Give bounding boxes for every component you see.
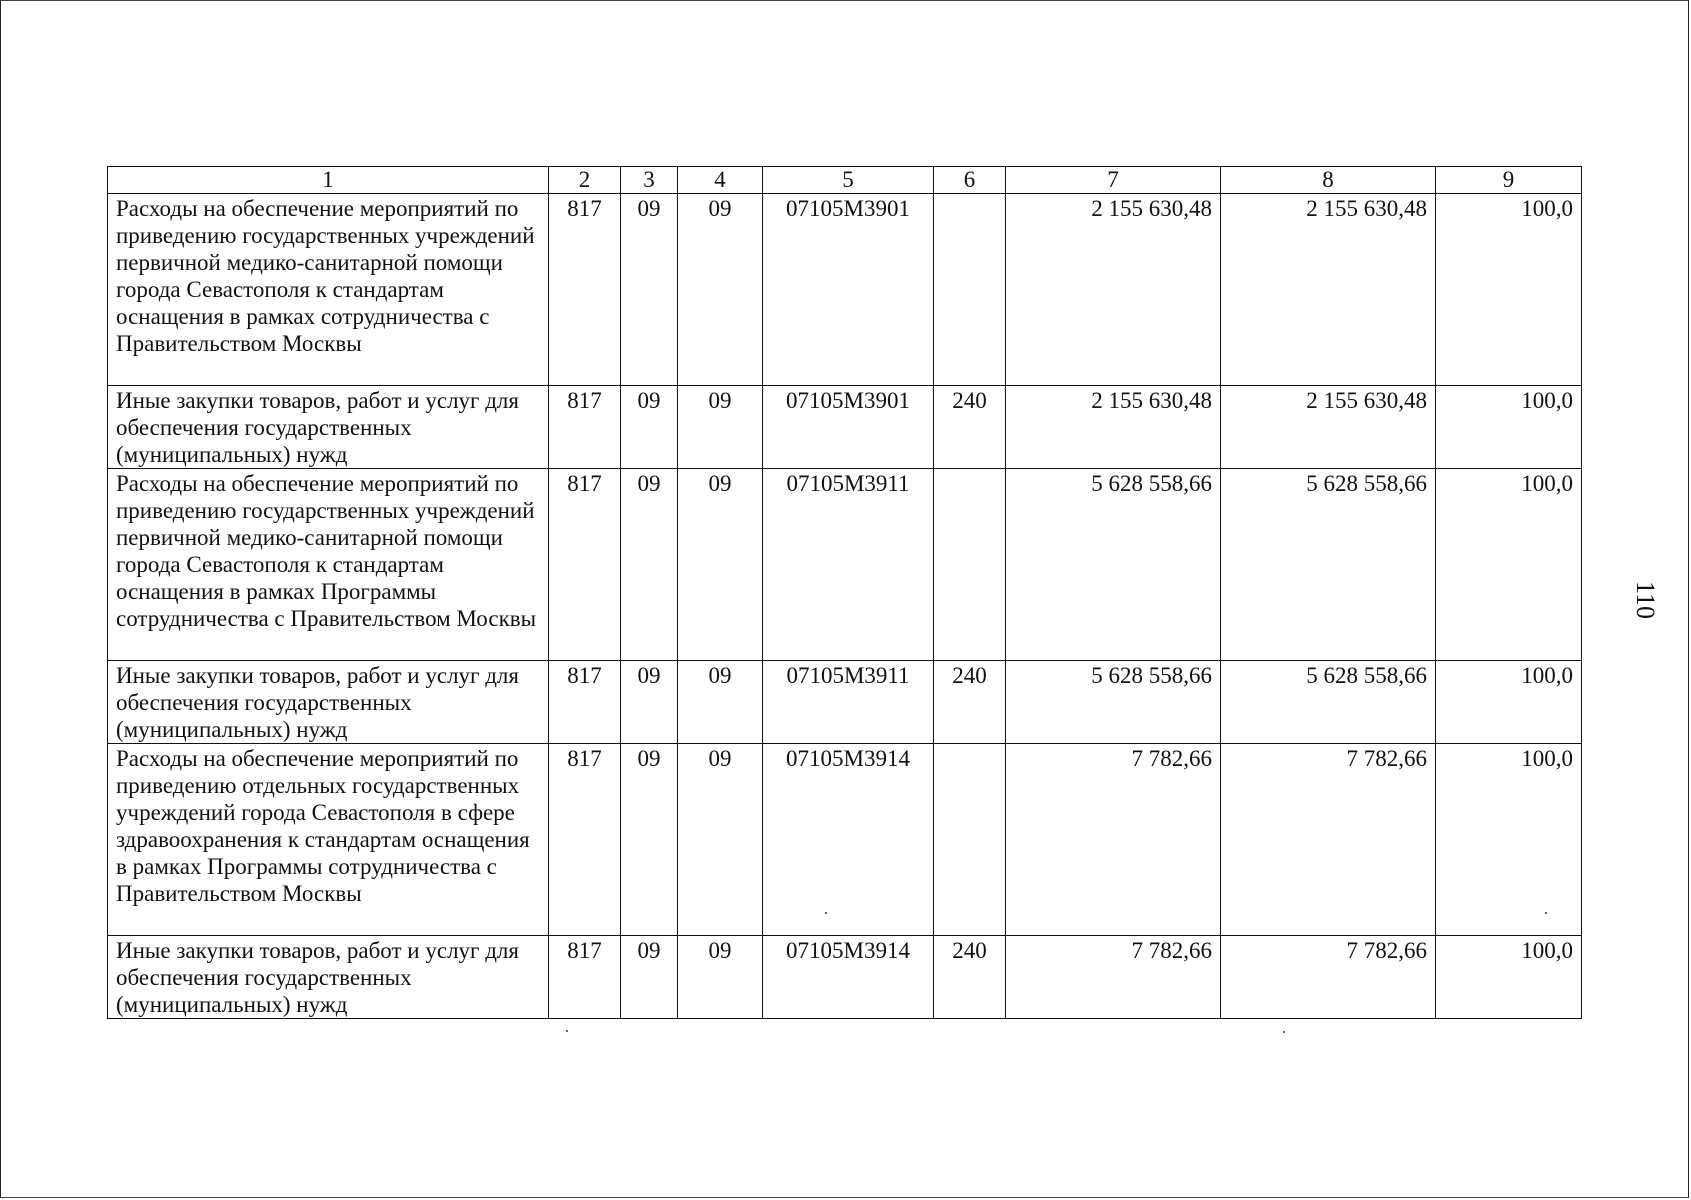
table-row — [108, 936, 1582, 1019]
row-pr: 09 — [678, 661, 763, 744]
row-ved: 817 — [549, 194, 621, 386]
row-vr: 240 — [934, 936, 1006, 1019]
row-executed: 5 628 558,66 — [1221, 661, 1436, 744]
table-row — [108, 744, 1582, 936]
row-percent: 100,0 — [1436, 661, 1582, 744]
row-ved: 817 — [549, 386, 621, 469]
row-vr — [934, 469, 1006, 661]
row-percent: 100,0 — [1436, 386, 1582, 469]
row-pr: 09 — [678, 936, 763, 1019]
scan-speck — [1545, 912, 1547, 914]
row-percent: 100,0 — [1436, 194, 1582, 386]
row-vr — [934, 194, 1006, 386]
row-description: Иные закупки товаров, работ и услуг для обеспечения государственных (муниципальных) нужд — [108, 386, 549, 469]
header-row — [108, 167, 1582, 194]
row-csr: 07105М3914 — [763, 744, 934, 936]
table-row — [108, 194, 1582, 386]
table-body — [108, 194, 1582, 1019]
header-col-6: 6 — [934, 167, 1006, 194]
scan-speck — [825, 912, 827, 914]
header-col-7: 7 — [1006, 167, 1221, 194]
scan-speck — [1283, 1031, 1285, 1033]
header-col-1: 1 — [108, 167, 549, 194]
row-description: Иные закупки товаров, работ и услуг для обеспечения государственных (муниципальных) нужд — [108, 661, 549, 744]
row-ved: 817 — [549, 936, 621, 1019]
row-pr: 09 — [678, 194, 763, 386]
row-rz: 09 — [621, 386, 678, 469]
header-col-5: 5 — [763, 167, 934, 194]
header-col-9: 9 — [1436, 167, 1582, 194]
table-row — [108, 386, 1582, 469]
row-planned: 5 628 558,66 — [1006, 661, 1221, 744]
row-pr: 09 — [678, 469, 763, 661]
row-planned: 5 628 558,66 — [1006, 469, 1221, 661]
header-col-8: 8 — [1221, 167, 1436, 194]
row-ved: 817 — [549, 744, 621, 936]
row-csr: 07105М3911 — [763, 469, 934, 661]
scan-speck — [566, 1030, 568, 1032]
row-ved: 817 — [549, 661, 621, 744]
row-rz: 09 — [621, 469, 678, 661]
row-pr: 09 — [678, 744, 763, 936]
table-row — [108, 469, 1582, 661]
row-executed: 2 155 630,48 — [1221, 194, 1436, 386]
row-planned: 2 155 630,48 — [1006, 194, 1221, 386]
row-pr: 09 — [678, 386, 763, 469]
row-description: Расходы на обеспечение мероприятий по приведению государственных учреждений первичной медико-санитарной помощи города Севастополя к стандартам оснащения в рамках сотрудничества с Правительством Москвы — [108, 194, 549, 386]
table-header — [108, 167, 1582, 194]
row-csr: 07105М3901 — [763, 194, 934, 386]
row-rz: 09 — [621, 661, 678, 744]
row-csr: 07105М3911 — [763, 661, 934, 744]
row-executed: 5 628 558,66 — [1221, 469, 1436, 661]
row-rz: 09 — [621, 194, 678, 386]
row-description: Расходы на обеспечение мероприятий по приведению государственных учреждений первичной медико-санитарной помощи города Севастополя к стандартам оснащения в рамках Программы сотрудничества с Правительством Москвы — [108, 469, 549, 661]
header-col-2: 2 — [549, 167, 621, 194]
row-executed: 7 782,66 — [1221, 936, 1436, 1019]
row-vr: 240 — [934, 386, 1006, 469]
row-description: Иные закупки товаров, работ и услуг для обеспечения государственных (муниципальных) нужд — [108, 936, 549, 1019]
row-csr: 07105М3914 — [763, 936, 934, 1019]
row-vr — [934, 744, 1006, 936]
header-col-4: 4 — [678, 167, 763, 194]
row-executed: 2 155 630,48 — [1221, 386, 1436, 469]
budget-table — [107, 166, 1582, 1019]
table-row — [108, 661, 1582, 744]
row-planned: 7 782,66 — [1006, 936, 1221, 1019]
row-vr: 240 — [934, 661, 1006, 744]
row-percent: 100,0 — [1436, 936, 1582, 1019]
row-percent: 100,0 — [1436, 469, 1582, 661]
row-percent: 100,0 — [1436, 744, 1582, 936]
page-number: 110 — [1631, 580, 1660, 620]
row-ved: 817 — [549, 469, 621, 661]
row-planned: 7 782,66 — [1006, 744, 1221, 936]
header-col-3: 3 — [621, 167, 678, 194]
row-description: Расходы на обеспечение мероприятий по приведению отдельных государственных учреждений города Севастополя в сфере здравоохранения к стандартам оснащения в рамках Программы сотрудничества с Правительством Москвы — [108, 744, 549, 936]
row-executed: 7 782,66 — [1221, 744, 1436, 936]
row-planned: 2 155 630,48 — [1006, 386, 1221, 469]
row-rz: 09 — [621, 744, 678, 936]
row-rz: 09 — [621, 936, 678, 1019]
row-csr: 07105М3901 — [763, 386, 934, 469]
